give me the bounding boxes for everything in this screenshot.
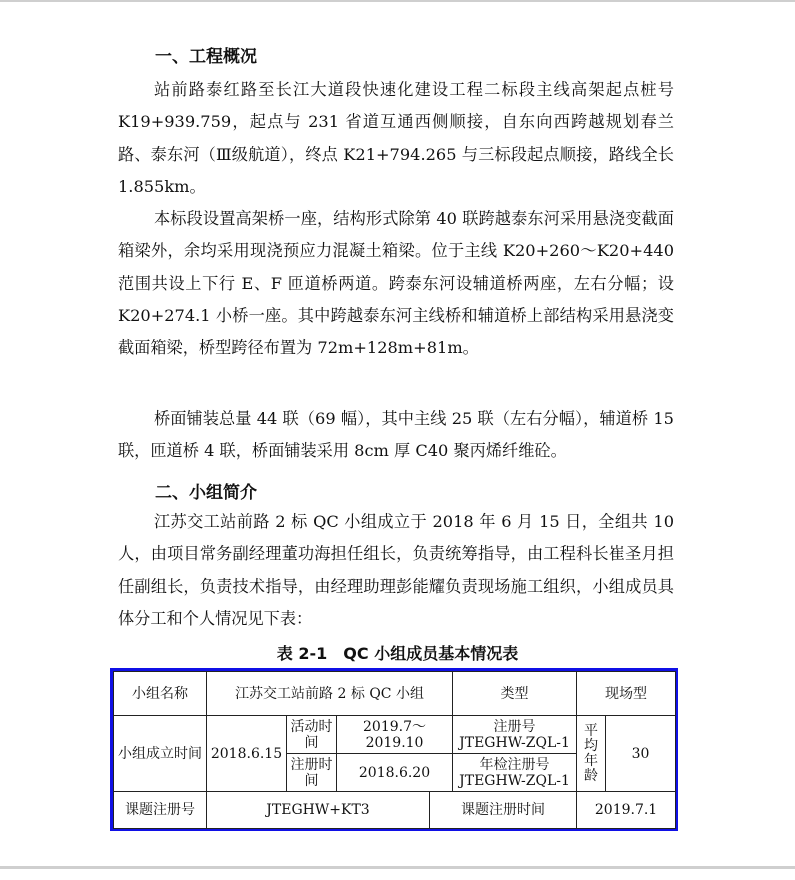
annual-reg-value: JTEGHW-ZQL-1 (459, 772, 570, 789)
reg-no-cell (453, 716, 577, 754)
avg-age-value: 30 (606, 716, 676, 792)
annual-reg-cell (453, 754, 577, 792)
topic-reg-value: JTEGHW+KT3 (207, 792, 430, 829)
section-heading-team: 二、小组简介 (155, 483, 257, 503)
type-value: 现场型 (577, 672, 676, 716)
table-caption: 表 2-1 QC 小组成员基本情况表 (276, 644, 519, 663)
group-name-label: 小组名称 (114, 672, 207, 716)
overview-paragraph-1: 站前路泰红路至长江大道段快速化建设工程二标段主线高架起点桩号 K19+939.759，起点与 231 省道互通西侧顺接，自东向西跨越规划春兰路、泰东河（Ⅲ级航道），终点 K21+794.265 与三标段起点顺接，路线全长 1.855km。 (118, 80, 674, 196)
page-top-rule (0, 0, 795, 2)
page-bottom-rule (0, 866, 795, 869)
table-row (114, 792, 676, 829)
activity-value: 2019.7～2019.10 (337, 716, 453, 754)
overview-paragraph-2: 本标段设置高架桥一座，结构形式除第 40 联跨越泰东河采用悬浇变截面箱梁外，余均采用现浇预应力混凝土箱梁。位于主线 K20+260～K20+440 范围共设上下行 E、F 匝道桥两道。跨泰东河设辅道桥两座，左右分幅；设 K20+274.1 小桥一座。其中跨越泰东河主线桥和辅道桥上部结构采用悬浇变截面箱梁，桥型跨径布置为 72m+128m+81m。 (118, 209, 674, 358)
section-heading-overview: 一、工程概况 (155, 47, 257, 67)
reg-time-label: 注册时间 (287, 754, 337, 792)
table-row (114, 672, 676, 716)
activity-label: 活动时间 (287, 716, 337, 754)
annual-reg-label: 年检注册号 (479, 756, 550, 773)
overview-paragraph-3: 桥面铺装总量 44 联（69 幅），其中主线 25 联（左右分幅），辅道桥 15 联，匝道桥 4 联，桥面铺装采用 8cm 厚 C40 聚丙烯纤维砼。 (118, 409, 674, 461)
qc-team-table (110, 668, 678, 831)
topic-reg-label: 课题注册号 (114, 792, 207, 829)
topic-time-label: 课题注册时间 (430, 792, 577, 829)
founded-value: 2018.6.15 (207, 716, 287, 792)
avg-age-label: 平均年龄 (577, 716, 606, 792)
founded-label: 小组成立时间 (114, 716, 207, 792)
topic-time-value: 2019.7.1 (577, 792, 676, 829)
type-label: 类型 (453, 672, 577, 716)
group-name-value: 江苏交工站前路 2 标 QC 小组 (207, 672, 453, 716)
table-row (114, 716, 676, 754)
team-paragraph: 江苏交工站前路 2 标 QC 小组成立于 2018 年 6 月 15 日，全组共 10 人，由项目常务副经理董功海担任组长，负责统筹指导，由工程科长崔圣月担任副组长，负责技术指导，由经理助理彭能耀负责现场施工组织，小组成员具体分工和个人情况见下表： (118, 512, 674, 628)
reg-time-value: 2018.6.20 (337, 754, 453, 792)
reg-no-label: 注册号 (493, 718, 536, 735)
reg-no-value: JTEGHW-ZQL-1 (459, 734, 570, 751)
